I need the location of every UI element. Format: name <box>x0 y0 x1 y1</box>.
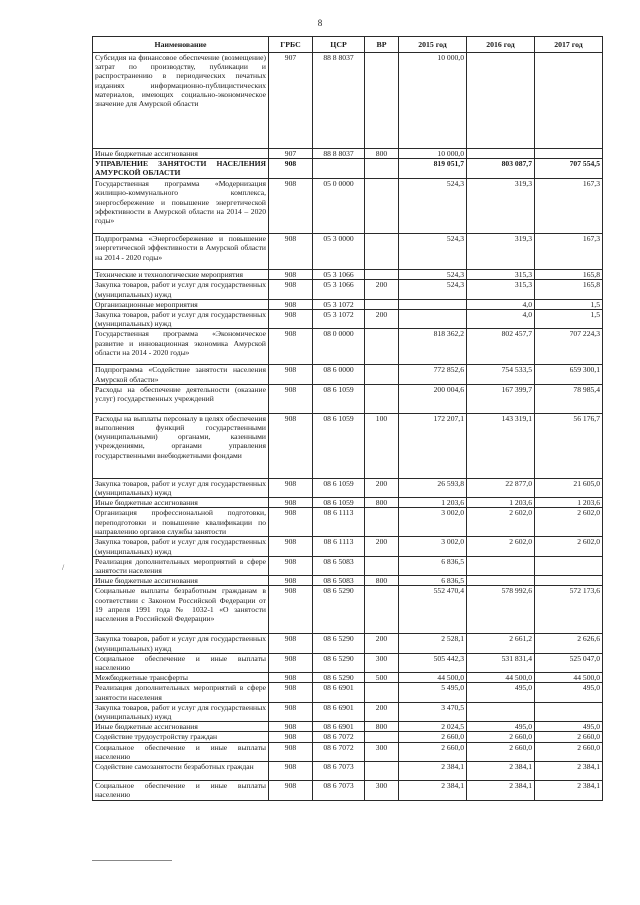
row-2015: 772 852,6 <box>399 365 467 384</box>
row-2015: 3 002,0 <box>399 537 467 556</box>
row-vr <box>365 234 399 270</box>
row-2017: 2 384,1 <box>535 781 603 800</box>
row-name: Иные бюджетные ассигнования <box>93 576 269 586</box>
row-name: Иные бюджетные ассигнования <box>93 498 269 508</box>
row-2015 <box>399 310 467 329</box>
table-row <box>93 576 603 586</box>
row-csr: 08 6 7073 <box>313 781 365 800</box>
row-2016: 802 457,7 <box>467 329 535 365</box>
row-2016 <box>467 702 535 721</box>
row-vr <box>365 762 399 781</box>
row-2017: 1,5 <box>535 299 603 309</box>
table-row <box>93 653 603 672</box>
row-csr: 08 6 5290 <box>313 586 365 634</box>
row-vr: 200 <box>365 702 399 721</box>
row-2015: 6 836,5 <box>399 576 467 586</box>
row-grbs: 908 <box>269 270 313 280</box>
row-2017 <box>535 53 603 149</box>
row-csr: 88 8 8037 <box>313 149 365 159</box>
row-2015: 172 207,1 <box>399 413 467 478</box>
row-name: Содействие самозанятости безработных граждан <box>93 762 269 781</box>
row-name: Подпрограмма «Энергосбережение и повышение энергетической эффективности в Амурской области на 2014 - 2020 годы» <box>93 234 269 270</box>
row-2017: 495,0 <box>535 722 603 732</box>
row-grbs: 908 <box>269 683 313 702</box>
row-2015: 3 470,5 <box>399 702 467 721</box>
row-2016: 22 877,0 <box>467 478 535 497</box>
row-2017: 707 554,5 <box>535 159 603 179</box>
row-vr: 800 <box>365 498 399 508</box>
row-2015: 524,3 <box>399 179 467 234</box>
row-grbs: 908 <box>269 498 313 508</box>
table-body <box>93 53 603 801</box>
row-name: Социальное обеспечение и иные выплаты населению <box>93 742 269 761</box>
table-row <box>93 732 603 742</box>
row-vr: 300 <box>365 781 399 800</box>
row-2015: 2 384,1 <box>399 762 467 781</box>
row-2017: 21 605,0 <box>535 478 603 497</box>
row-grbs: 908 <box>269 537 313 556</box>
margin-mark: / <box>62 563 65 572</box>
table-row <box>93 537 603 556</box>
row-2016: 2 660,0 <box>467 732 535 742</box>
row-grbs: 908 <box>269 478 313 497</box>
row-2015: 505 442,3 <box>399 653 467 672</box>
row-name: Иные бюджетные ассигнования <box>93 149 269 159</box>
table-row <box>93 722 603 732</box>
row-2017: 2 384,1 <box>535 762 603 781</box>
row-2016: 803 087,7 <box>467 159 535 179</box>
row-csr <box>313 159 365 179</box>
table-row <box>93 384 603 413</box>
row-2017: 78 985,4 <box>535 384 603 413</box>
row-grbs: 908 <box>269 413 313 478</box>
row-2017 <box>535 556 603 575</box>
row-2016: 2 660,0 <box>467 742 535 761</box>
row-2015: 524,3 <box>399 280 467 299</box>
row-vr <box>365 556 399 575</box>
row-name: Подпрограмма «Содействие занятости населения Амурской области» <box>93 365 269 384</box>
row-vr: 300 <box>365 653 399 672</box>
row-vr: 800 <box>365 722 399 732</box>
row-2016: 167 399,7 <box>467 384 535 413</box>
row-2017: 572 173,6 <box>535 586 603 634</box>
row-csr: 08 6 5290 <box>313 673 365 683</box>
row-2016: 2 384,1 <box>467 762 535 781</box>
table-row <box>93 413 603 478</box>
row-2016: 2 384,1 <box>467 781 535 800</box>
page-number: 8 <box>317 18 323 28</box>
row-name: Закупка товаров, работ и услуг для государственных (муниципальных) нужд <box>93 634 269 653</box>
table-row <box>93 159 603 179</box>
row-grbs: 908 <box>269 179 313 234</box>
row-2017: 707 224,3 <box>535 329 603 365</box>
row-csr: 08 6 1113 <box>313 508 365 537</box>
header-2015: 2015 год <box>399 37 467 53</box>
row-grbs: 908 <box>269 586 313 634</box>
row-csr: 08 6 7073 <box>313 762 365 781</box>
table-row <box>93 270 603 280</box>
row-2017: 167,3 <box>535 234 603 270</box>
row-vr <box>365 53 399 149</box>
row-name: УПРАВЛЕНИЕ ЗАНЯТОСТИ НАСЕЛЕНИЯ АМУРСКОЙ ОБЛАСТИ <box>93 159 269 179</box>
row-grbs: 908 <box>269 299 313 309</box>
row-2015: 44 500,0 <box>399 673 467 683</box>
row-csr: 08 6 5290 <box>313 653 365 672</box>
table-row <box>93 280 603 299</box>
row-grbs: 908 <box>269 762 313 781</box>
row-2015: 200 004,6 <box>399 384 467 413</box>
row-name: Закупка товаров, работ и услуг для государственных (муниципальных) нужд <box>93 310 269 329</box>
row-vr <box>365 508 399 537</box>
row-csr: 08 0 0000 <box>313 329 365 365</box>
row-2016: 2 602,0 <box>467 508 535 537</box>
row-grbs: 908 <box>269 365 313 384</box>
row-vr: 500 <box>365 673 399 683</box>
row-2016: 319,3 <box>467 234 535 270</box>
row-2015: 5 495,0 <box>399 683 467 702</box>
row-csr: 08 6 5083 <box>313 576 365 586</box>
row-grbs: 908 <box>269 722 313 732</box>
row-name: Организационные мероприятия <box>93 299 269 309</box>
row-name: Иные бюджетные ассигнования <box>93 722 269 732</box>
row-vr <box>365 329 399 365</box>
row-grbs: 908 <box>269 742 313 761</box>
row-grbs: 908 <box>269 384 313 413</box>
table-row <box>93 53 603 149</box>
table-row <box>93 586 603 634</box>
table-row <box>93 365 603 384</box>
table-row <box>93 234 603 270</box>
row-vr: 200 <box>365 280 399 299</box>
row-2017: 495,0 <box>535 683 603 702</box>
row-2015: 819 051,7 <box>399 159 467 179</box>
row-2017: 165,8 <box>535 270 603 280</box>
row-2017: 525 047,0 <box>535 653 603 672</box>
row-2015: 524,3 <box>399 234 467 270</box>
row-2016: 1 203,6 <box>467 498 535 508</box>
row-grbs: 908 <box>269 673 313 683</box>
row-grbs: 908 <box>269 556 313 575</box>
row-name: Технические и технологические мероприятия <box>93 270 269 280</box>
row-2016: 143 319,1 <box>467 413 535 478</box>
row-2015: 2 660,0 <box>399 742 467 761</box>
row-2015: 552 470,4 <box>399 586 467 634</box>
row-2017 <box>535 702 603 721</box>
table-row <box>93 329 603 365</box>
row-name: Расходы на обеспечение деятельности (оказание услуг) государственных учреждений <box>93 384 269 413</box>
row-2016: 2 661,2 <box>467 634 535 653</box>
row-vr: 200 <box>365 478 399 497</box>
row-csr: 05 3 1072 <box>313 299 365 309</box>
row-grbs: 908 <box>269 329 313 365</box>
row-vr: 200 <box>365 634 399 653</box>
table-row <box>93 742 603 761</box>
header-2016: 2016 год <box>467 37 535 53</box>
row-2016: 2 602,0 <box>467 537 535 556</box>
row-name: Закупка товаров, работ и услуг для государственных (муниципальных) нужд <box>93 478 269 497</box>
row-2017: 56 176,7 <box>535 413 603 478</box>
row-name: Закупка товаров, работ и услуг для государственных (муниципальных) нужд <box>93 702 269 721</box>
budget-table <box>92 36 603 801</box>
table-row <box>93 556 603 575</box>
row-2016: 754 533,5 <box>467 365 535 384</box>
row-csr: 05 3 1066 <box>313 280 365 299</box>
row-name: Межбюджетные трансферты <box>93 673 269 683</box>
row-2015: 2 660,0 <box>399 732 467 742</box>
table-row <box>93 299 603 309</box>
row-2016: 531 831,4 <box>467 653 535 672</box>
header-csr: ЦСР <box>313 37 365 53</box>
row-grbs: 908 <box>269 702 313 721</box>
row-vr <box>365 270 399 280</box>
row-2017: 2 602,0 <box>535 537 603 556</box>
row-name: Социальные выплаты безработным гражданам в соответствии с Законом Российской Федерации от 19 апреля 1991 года № 1032-1 «О занятости населения в Российской Федерации» <box>93 586 269 634</box>
row-name: Закупка товаров, работ и услуг для государственных (муниципальных) нужд <box>93 280 269 299</box>
row-2016 <box>467 53 535 149</box>
row-grbs: 908 <box>269 508 313 537</box>
row-vr <box>365 586 399 634</box>
row-grbs: 908 <box>269 234 313 270</box>
row-csr: 08 6 1113 <box>313 537 365 556</box>
table-row <box>93 683 603 702</box>
row-2015: 2 528,1 <box>399 634 467 653</box>
row-2015: 818 362,2 <box>399 329 467 365</box>
row-vr: 300 <box>365 742 399 761</box>
row-2016: 44 500,0 <box>467 673 535 683</box>
row-2017: 659 300,1 <box>535 365 603 384</box>
row-grbs: 908 <box>269 280 313 299</box>
row-2017: 2 626,6 <box>535 634 603 653</box>
row-csr: 08 6 0000 <box>313 365 365 384</box>
row-grbs: 908 <box>269 653 313 672</box>
header-2017: 2017 год <box>535 37 603 53</box>
row-csr: 88 8 8037 <box>313 53 365 149</box>
table-row <box>93 781 603 800</box>
row-2015: 2 024,5 <box>399 722 467 732</box>
table-row <box>93 702 603 721</box>
row-csr: 08 6 7072 <box>313 732 365 742</box>
row-name: Реализация дополнительных мероприятий в сфере занятости населения <box>93 683 269 702</box>
row-2016: 319,3 <box>467 179 535 234</box>
row-vr: 800 <box>365 149 399 159</box>
row-grbs: 907 <box>269 53 313 149</box>
row-2017: 2 660,0 <box>535 742 603 761</box>
row-2016: 4,0 <box>467 299 535 309</box>
row-2016: 495,0 <box>467 722 535 732</box>
row-name: Субсидия на финансовое обеспечение (возмещение) затрат по производству, публикации и распространению в периодических печатных изданиях информационно-публицистических материалов, имеющих социально-экономическое значение для Амурской области <box>93 53 269 149</box>
row-2015: 3 002,0 <box>399 508 467 537</box>
row-2017: 167,3 <box>535 179 603 234</box>
row-2015: 6 836,5 <box>399 556 467 575</box>
header-vr: ВР <box>365 37 399 53</box>
row-csr: 05 3 1066 <box>313 270 365 280</box>
row-csr: 05 3 1072 <box>313 310 365 329</box>
row-name: Социальное обеспечение и иные выплаты населению <box>93 781 269 800</box>
row-csr: 08 6 5290 <box>313 634 365 653</box>
table-row <box>93 498 603 508</box>
table-row <box>93 478 603 497</box>
table-row <box>93 310 603 329</box>
table-row <box>93 179 603 234</box>
row-vr <box>365 365 399 384</box>
row-csr: 08 6 5083 <box>313 556 365 575</box>
row-csr: 08 6 1059 <box>313 478 365 497</box>
row-name: Государственная программа «Экономическое развитие и инновационная экономика Амурской области на 2014 - 2020 годы» <box>93 329 269 365</box>
row-grbs: 908 <box>269 732 313 742</box>
row-2016 <box>467 576 535 586</box>
row-name: Государственная программа «Модернизация жилищно-коммунального комплекса, энергосбережение и повышение энергетической эффективности в Амурской области на 2014 – 2020 годы» <box>93 179 269 234</box>
row-csr: 08 6 1059 <box>313 384 365 413</box>
row-name: Содействие трудоустройству граждан <box>93 732 269 742</box>
row-vr <box>365 159 399 179</box>
row-vr <box>365 384 399 413</box>
row-csr: 08 6 6901 <box>313 722 365 732</box>
row-grbs: 908 <box>269 634 313 653</box>
row-name: Расходы на выплаты персоналу в целях обеспечения выполнения функций государственными (муниципальными) органами, казенными учреждениями, органами управления государственными внебюджетными фондами <box>93 413 269 478</box>
row-2017: 2 660,0 <box>535 732 603 742</box>
row-vr <box>365 683 399 702</box>
row-2015 <box>399 299 467 309</box>
row-csr: 08 6 6901 <box>313 702 365 721</box>
row-grbs: 908 <box>269 576 313 586</box>
row-name: Социальное обеспечение и иные выплаты населению <box>93 653 269 672</box>
row-grbs: 908 <box>269 159 313 179</box>
row-name: Реализация дополнительных мероприятий в сфере занятости населения <box>93 556 269 575</box>
row-2015: 524,3 <box>399 270 467 280</box>
row-2015: 2 384,1 <box>399 781 467 800</box>
row-2016 <box>467 149 535 159</box>
row-vr: 100 <box>365 413 399 478</box>
row-2016: 578 992,6 <box>467 586 535 634</box>
row-grbs: 908 <box>269 310 313 329</box>
row-name: Закупка товаров, работ и услуг для государственных (муниципальных) нужд <box>93 537 269 556</box>
row-2015: 26 593,8 <box>399 478 467 497</box>
row-csr: 05 0 0000 <box>313 179 365 234</box>
table-row <box>93 149 603 159</box>
row-2015: 10 000,0 <box>399 53 467 149</box>
row-vr <box>365 299 399 309</box>
row-2015: 10 000,0 <box>399 149 467 159</box>
row-2017: 1 203,6 <box>535 498 603 508</box>
row-csr: 05 3 0000 <box>313 234 365 270</box>
footer-rule <box>92 860 172 861</box>
row-vr: 200 <box>365 310 399 329</box>
row-2016: 315,3 <box>467 270 535 280</box>
table-header-row <box>93 37 603 53</box>
row-vr <box>365 179 399 234</box>
row-vr: 800 <box>365 576 399 586</box>
row-csr: 08 6 1059 <box>313 498 365 508</box>
row-2017 <box>535 149 603 159</box>
row-2016: 4,0 <box>467 310 535 329</box>
table-row <box>93 762 603 781</box>
table-row <box>93 673 603 683</box>
row-grbs: 907 <box>269 149 313 159</box>
header-grbs: ГРБС <box>269 37 313 53</box>
row-vr: 200 <box>365 537 399 556</box>
row-2016: 495,0 <box>467 683 535 702</box>
row-2017: 2 602,0 <box>535 508 603 537</box>
row-2015: 1 203,6 <box>399 498 467 508</box>
row-grbs: 908 <box>269 781 313 800</box>
row-2017 <box>535 576 603 586</box>
row-csr: 08 6 7072 <box>313 742 365 761</box>
header-name: Наименование <box>93 37 269 53</box>
row-2016 <box>467 556 535 575</box>
row-2017: 1,5 <box>535 310 603 329</box>
row-csr: 08 6 6901 <box>313 683 365 702</box>
row-name: Организация профессиональной подготовки, переподготовки и повышение квалификации по направлению органов службы занятости <box>93 508 269 537</box>
row-csr: 08 6 1059 <box>313 413 365 478</box>
row-vr <box>365 732 399 742</box>
table-row <box>93 508 603 537</box>
row-2016: 315,3 <box>467 280 535 299</box>
row-2017: 165,8 <box>535 280 603 299</box>
table-row <box>93 634 603 653</box>
row-2017: 44 500,0 <box>535 673 603 683</box>
